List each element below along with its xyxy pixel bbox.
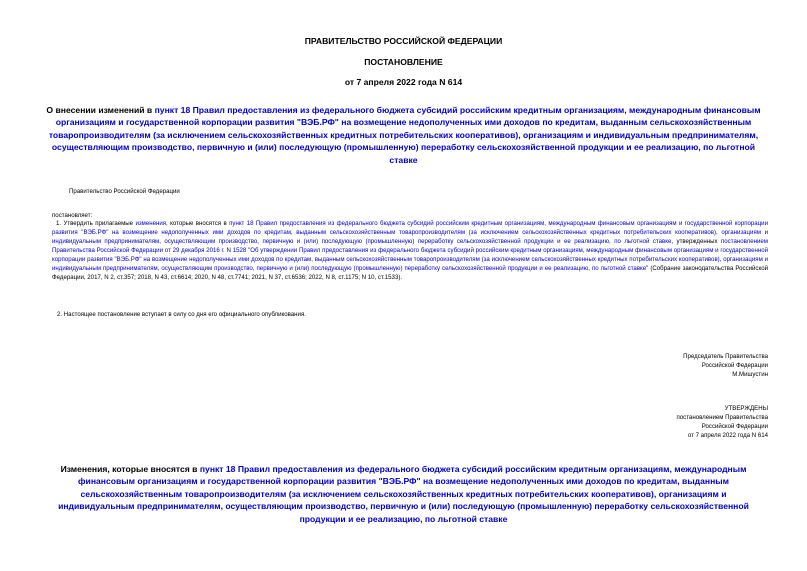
- signature-country: Российской Федерации: [701, 362, 768, 369]
- approval-date: от 7 апреля 2022 года N 614: [687, 432, 768, 439]
- approval-country: Российской Федерации: [701, 423, 768, 430]
- changes-title-link[interactable]: пункт 18 Правил предоставления из федерального бюджета субсидий российским кредитным организациям, международным финансовым организациям и государственной корпорации развития "ВЭБ.РФ" на возмещение недополученных ими доходов по кредитам, выданным сельскохозяйственным товаропроизводителям (за исключением сельскохозяйственных кредитных потребительских кооперативов), организациям и индивидуальным предпринимателям, осуществляющим производство, первичную и (или) последующую (промышленную) переработку сельскохозяйственной продукции и ее реализацию, по льготной ставке: [58, 464, 749, 524]
- paragraph-1-text-b: , которые вносятся в: [166, 220, 230, 227]
- signature-block: [683, 352, 768, 379]
- paragraph-2: 2. Настоящее постановление вступает в силу со дня его официального опубликования.: [57, 311, 306, 318]
- paragraph-1-text-a: 1. Утвердить прилагаемые: [56, 220, 136, 227]
- issuer-heading: ПРАВИТЕЛЬСТВО РОССИЙСКОЙ ФЕДЕРАЦИИ: [304, 36, 503, 46]
- government-label: Правительство Российской Федерации: [69, 188, 180, 195]
- document-title: [44, 104, 763, 166]
- document-type-heading: ПОСТАНОВЛЕНИЕ: [364, 57, 443, 67]
- decides-label: постановляет:: [52, 212, 93, 219]
- paragraph-1-text-d: (Собрание законодательства Российской Федерации, 2017, N 2, ст.357; 2018, N 43, ст.6614; 2020, N 48, ст.7741; 2021, N 37, ст.6536; 2022, N 8, ст.1175; N 10, ст.1533).: [52, 265, 769, 281]
- approval-block: [676, 404, 768, 440]
- paragraph-1-text-c: , утвержденных: [671, 238, 721, 245]
- paragraph-1: [52, 219, 768, 282]
- document-title-prefix: О внесении изменений в: [46, 105, 155, 115]
- signature-position: Председатель Правительства: [683, 353, 768, 360]
- signature-name: М.Мишустин: [732, 371, 768, 378]
- changes-title: [44, 463, 763, 525]
- approval-heading: УТВЕРЖДЕНЫ: [724, 405, 768, 412]
- changes-link[interactable]: изменения: [135, 220, 167, 227]
- rules-point-link[interactable]: пункт 18 Правил предоставления из федерального бюджета субсидий российским кредитным организациям, международным финансовым организациям и государственной корпорации развития "ВЭБ.РФ" на возмещение недополученных ими доходов по кредитам, выданным сельскохозяйственным товаропроизводителям (за исключением сельскохозяйственных кредитных потребительских кооперативов), организациям и индивидуальным предпринимателям, осуществляющим производство, первичную и (или) последующую (промышленную) переработку сельскохозяйственной продукции и ее реализацию, по льготной ставке: [52, 220, 768, 245]
- changes-title-prefix: Изменения, которые вносятся в: [60, 464, 200, 474]
- resolution-1528-link[interactable]: постановлением Правительства Российской Федерации от 29 декабря 2016 г. N 1528 "Об утверждении Правил предоставления из федерального бюджета субсидий российским кредитным организациям, международным финансовым организациям и государственной корпорации развития "ВЭБ.РФ" на возмещение недополученных ими доходов по кредитам, выданным сельскохозяйственным товаропроизводителям (за исключением сельскохозяйственных кредитных потребительских кооперативов), организациям и индивидуальным предпринимателям, осуществляющим производство, первичную и (или) последующую (промышленную) переработку сельскохозяйственной продукции и ее реализацию, по льготной ставке": [52, 238, 768, 272]
- document-date-heading: от 7 апреля 2022 года N 614: [344, 77, 463, 87]
- document-title-link[interactable]: пункт 18 Правил предоставления из федерального бюджета субсидий российским кредитным организациям, международным финансовым организациям и государственной корпорации развития "ВЭБ.РФ" на возмещение недополученных ими доходов по кредитам, выданным сельскохозяйственным товаропроизводителям (за исключением сельскохозяйственных кредитных потребительских кооперативов), организациям и индивидуальным предпринимателям, осуществляющим производство, первичную и (или) последующую (промышленную) переработку сельскохозяйственной продукции и ее реализацию, по льготной ставке: [48, 105, 761, 165]
- approval-by: постановлением Правительства: [676, 414, 768, 421]
